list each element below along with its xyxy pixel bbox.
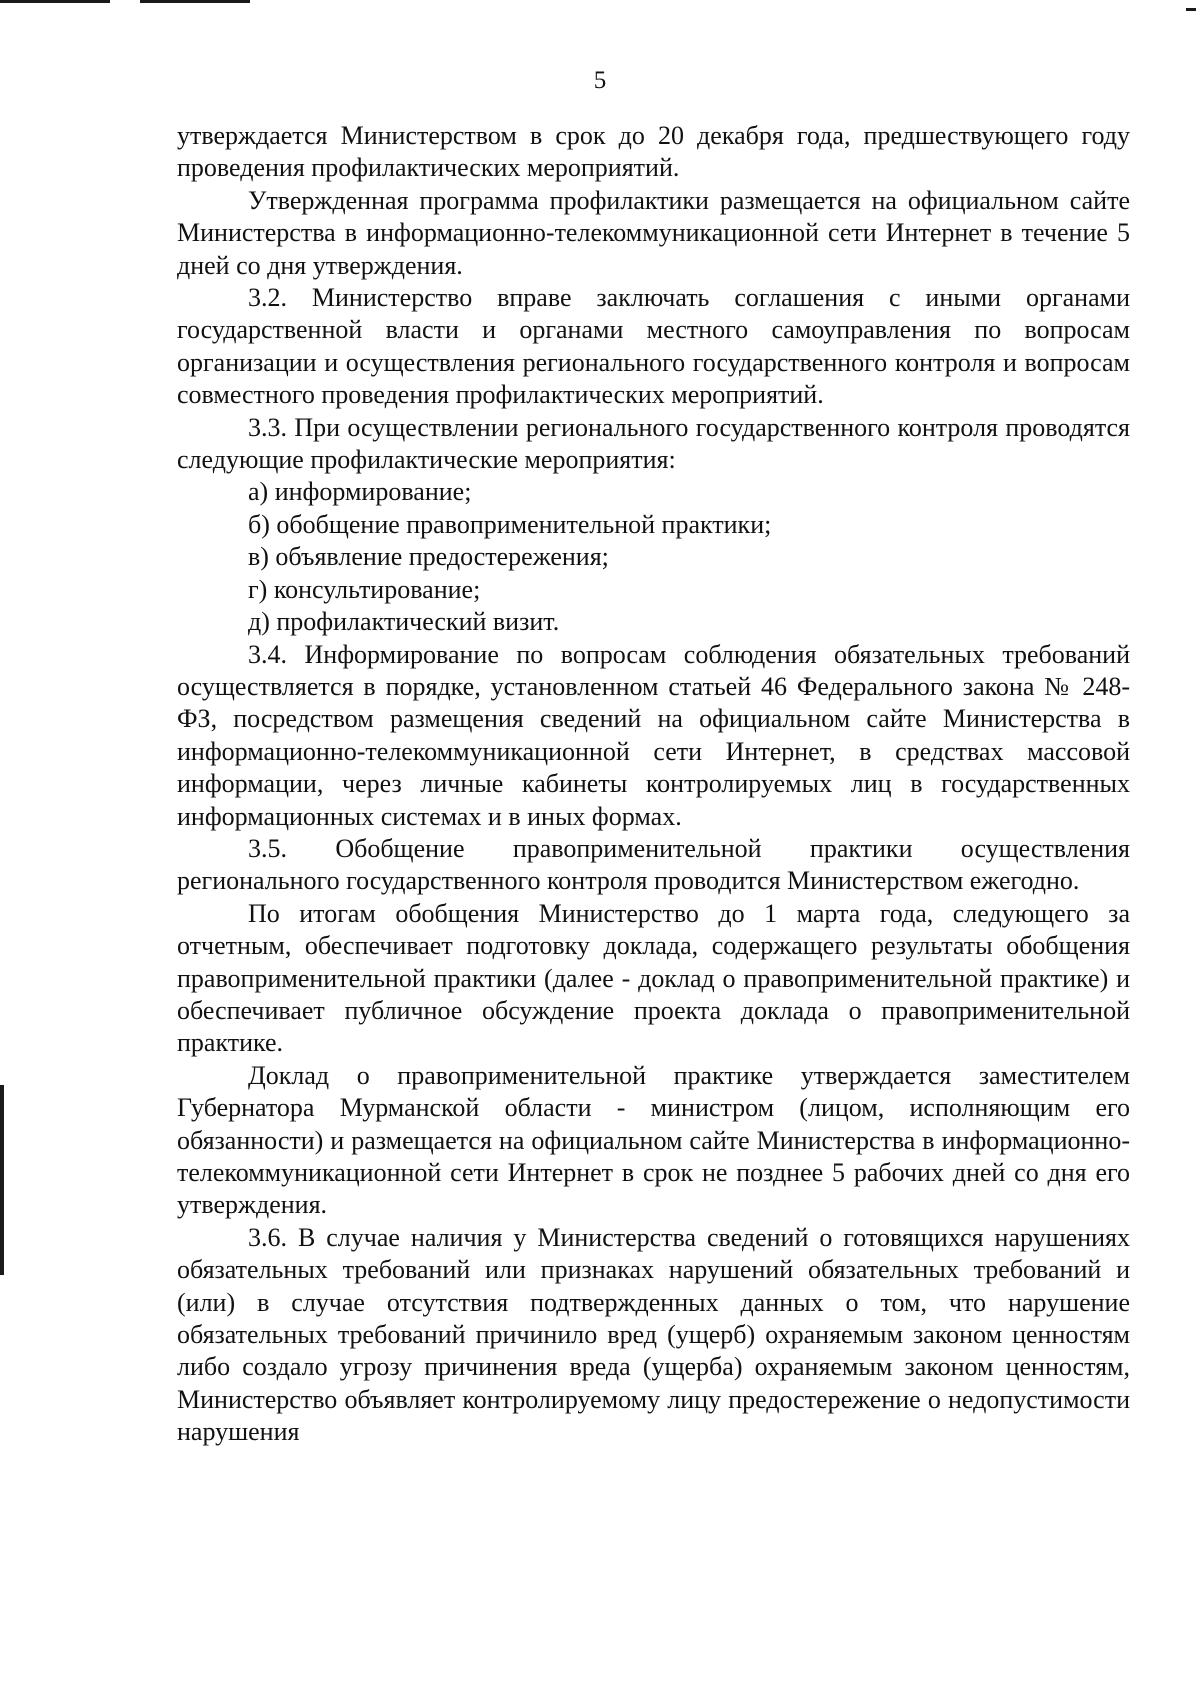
paragraph-3-3: 3.3. При осуществлении регионального государственного контроля проводятся следующие профилактические мероприятия: [177, 412, 1130, 475]
paragraph-3-4: 3.4. Информирование по вопросам соблюдения обязательных требований осуществляется в порядке, установленном статьей 46 Федерального закона № 248-ФЗ, посредством размещения сведений на официальном сайте Министерства в информационно-телекоммуникационной сети Интернет, в средствах массовой информации, через личные кабинеты контролируемых лиц в государственных информационных системах и в иных формах. [177, 639, 1130, 831]
list-item-a: а) информирование; [248, 477, 472, 507]
scan-mark-top-left [0, 0, 110, 3]
list-item-d: д) профилактический визит. [248, 607, 560, 637]
scan-mark-top-right [1186, 8, 1196, 11]
paragraph-3-6: 3.6. В случае наличия у Министерства сведений о готовящихся нарушениях обязательных требований или признаках нарушений обязательных требований и (или) в случае отсутствия подтвержденных данных о том, что нарушение обязательных требований причинило вред (ущерб) охраняемым законом ценностям либо создало угрозу причинения вреда (ущерба) охраняемым законом ценностям, Министерство объявляет контролируемому лицу предостережение о недопустимости нарушения [177, 1222, 1130, 1447]
document-body [177, 120, 1130, 1449]
list-item-g: г) консультирование; [248, 574, 481, 604]
page-number: 5 [593, 67, 607, 94]
paragraph-3-2: 3.2. Министерство вправе заключать соглашения с иными органами государственной власти и органами местного самоуправления по вопросам организации и осуществления регионального государственного контроля и вопросам совместного проведения профилактических мероприятий. [177, 283, 1130, 410]
list-item-b: б) обобщение правоприменительной практики; [248, 509, 772, 539]
scan-mark-left-edge [0, 1085, 4, 1275]
list-item-v: в) объявление предостережения; [248, 542, 609, 572]
paragraph-continuation: утверждается Министерством в срок до 20 декабря года, предшествующего году проведения профилактических мероприятий. [177, 121, 1130, 183]
paragraph-report-approval: Доклад о правоприменительной практике утверждается заместителем Губернатора Мурманской области - министром (лицом, исполняющим его обязанности) и размещается на официальном сайте Министерства в информационно-телекоммуникационной сети Интернет в срок не позднее 5 рабочих дней со дня его утверждения. [177, 1060, 1130, 1220]
paragraph-3-5: 3.5. Обобщение правоприменительной практики осуществления регионального государственного контроля проводится Министерством ежегодно. [177, 833, 1130, 896]
paragraph-report-preparation: По итогам обобщения Министерство до 1 марта года, следующего за отчетным, обеспечивает подготовку доклада, содержащего результаты обобщения правоприменительной практики (далее - доклад о правоприменительной практике) и обеспечивает публичное обсуждение проекта доклада о правоприменительной практике. [177, 898, 1130, 1058]
scan-mark-top-center [140, 0, 250, 3]
paragraph-program-publication: Утвержденная программа профилактики размещается на официальном сайте Министерства в информационно-телекоммуникационной сети Интернет в течение 5 дней со дня утверждения. [177, 185, 1130, 280]
